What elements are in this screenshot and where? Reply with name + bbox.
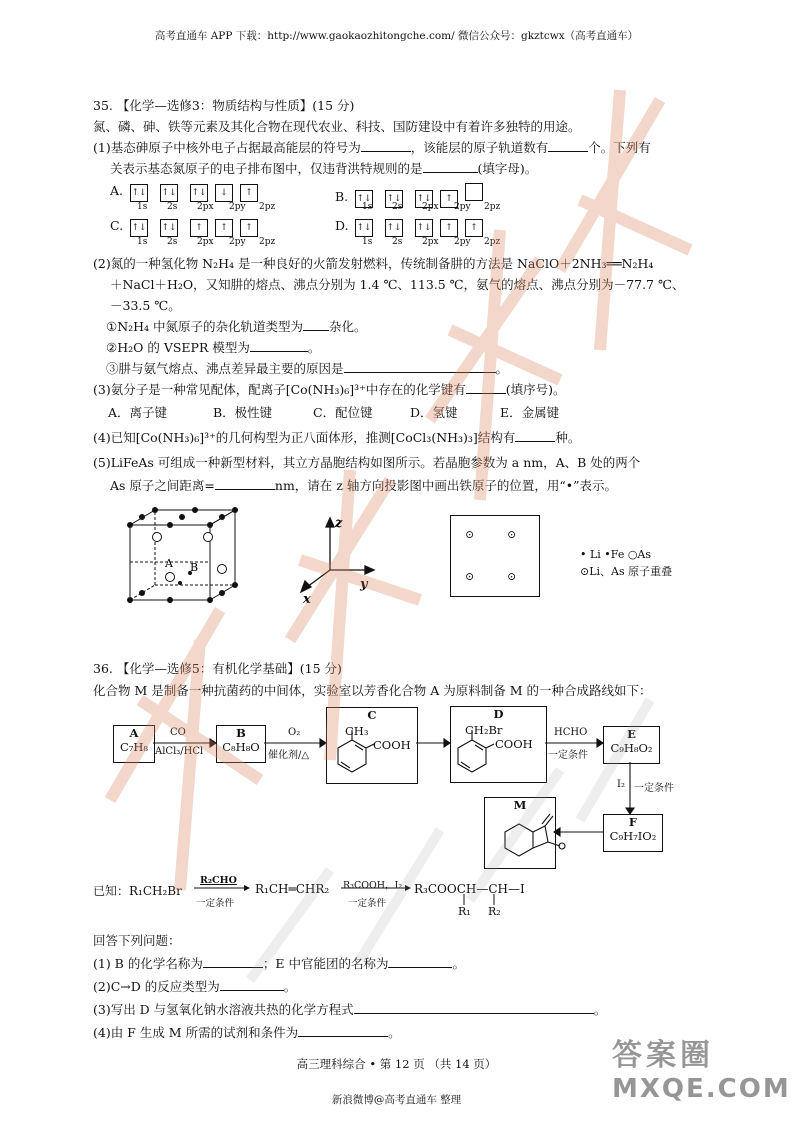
q35-part1-line2: 关表示基态氮原子的电子排布图中，仅违背洪特规则的是 (填字母)。 bbox=[110, 161, 538, 176]
q36-title: 36. 【化学—选修5：有机化学基础】(15 分) bbox=[93, 661, 342, 676]
q36-part2: (2)C→D 的反应类型为 。 bbox=[93, 979, 297, 994]
page-footer: 高三理科综合 • 第 12 页 （共 14 页） bbox=[296, 1057, 497, 1071]
answer-blank[interactable] bbox=[250, 339, 308, 352]
compound-b-box: B C₈H₈O bbox=[216, 725, 266, 763]
option-b: B. ↑↓ ↑↓ ↑↓ ↑ bbox=[335, 183, 484, 208]
q35-part1-line1: (1)基态砷原子中核外电子占据最高能层的符号为 ，该能层的原子轨道数有 个。下列有 bbox=[93, 140, 651, 155]
q35-part2-sub3: ③肼与氨气熔点、沸点差异最主要的原因是 。 bbox=[106, 361, 509, 376]
benzene-ring-m bbox=[505, 824, 533, 856]
q35-part2-sub1: ①N₂H₄ 中氮原子的杂化轨道类型为 杂化。 bbox=[106, 319, 367, 334]
q36-intro: 化合物 M 是制备一种抗菌药的中间体，实验室以芳香化合物 A 为原料制备 M 的一种合成路线如下： bbox=[93, 683, 652, 698]
arrow-ef-condition: 一定条件 bbox=[634, 783, 674, 794]
benzene-ring-c bbox=[338, 740, 366, 772]
answer-blank[interactable] bbox=[515, 429, 555, 442]
answer-blank[interactable] bbox=[466, 381, 506, 394]
footer-credit: 新浪微博@高考直通车 整理 bbox=[331, 1094, 462, 1106]
projection-box[interactable] bbox=[450, 515, 540, 597]
compound-c-box: C CH₃ COOH bbox=[326, 707, 418, 784]
answer-blank[interactable] bbox=[548, 139, 588, 152]
q35-part2-sub2: ②H₂O 的 VSEPR 模型为 。 bbox=[106, 340, 321, 355]
orbital-labels-b: 1s 2s 2px 2py 2pz bbox=[362, 202, 501, 212]
arrow-bc-reagent: O₂ bbox=[288, 727, 301, 738]
known-bonds bbox=[460, 894, 500, 906]
benzene-ring-d bbox=[458, 740, 486, 772]
orbital-labels-a: 1s 2s 2px 2py 2pz bbox=[137, 202, 276, 212]
q35-part2-line1: (2)氮的一种氢化物 N₂H₄ 是一种良好的火箭发射燃料，传统制备肼的方法是 NaClO＋2NH₃══N₂H₄ bbox=[93, 256, 654, 271]
label-b: B bbox=[190, 561, 199, 574]
answer-blank[interactable] bbox=[354, 1001, 594, 1014]
arrow-bc-condition: 催化剂/△ bbox=[268, 750, 310, 761]
known-sub-r2: R₂ bbox=[488, 905, 501, 918]
overlap-marker: ⊙ bbox=[465, 570, 475, 583]
axis-z: z bbox=[335, 516, 343, 531]
known-condition-2: 一定条件 bbox=[348, 898, 387, 909]
legend-overlap: ⊙Li、As 原子重叠 bbox=[580, 565, 673, 578]
known-condition-1: 一定条件 bbox=[196, 898, 235, 909]
answer-blank[interactable] bbox=[215, 477, 275, 490]
arrow-de-condition: 一定条件 bbox=[548, 750, 588, 761]
known-intermediate: R₁CH═CHR₂ bbox=[255, 882, 330, 896]
q35-part2-line2: ＋NaCl＋H₂O，又知肼的熔点、沸点分别为 1.4 ℃、113.5 ℃，氨气的熔点、沸点分别为－77.7 ℃、 bbox=[110, 277, 685, 292]
legend-atoms: • Li •Fe ○As bbox=[580, 548, 652, 561]
answer-blank[interactable] bbox=[203, 955, 263, 968]
compound-a-box: A C₇H₈ bbox=[113, 725, 155, 763]
orbital-labels-d: 1s 2s 2px 2py 2pz bbox=[362, 237, 501, 247]
compound-f-box: F C₉H₇IO₂ bbox=[603, 814, 663, 852]
crystal-cell-diagram bbox=[120, 505, 250, 605]
q35-intro: 氮、磷、砷、铁等元素及其化合物在现代农业、科技、国防建设中有着许多独特的用途。 bbox=[93, 119, 581, 134]
axis-y: y bbox=[360, 577, 368, 592]
option-d: D. ↑↓ ↑↓ ↑↓ ↑ ↑ bbox=[335, 218, 484, 237]
q36-part3: (3)写出 D 与氢氧化钠水溶液共热的化学方程式 。 bbox=[93, 1002, 607, 1017]
overlap-marker: ⊙ bbox=[507, 528, 517, 541]
q36-part4: (4)由 F 生成 M 所需的试剂和条件为 。 bbox=[93, 1025, 401, 1040]
label-a: A bbox=[165, 557, 173, 570]
q35-title: 35. 【化学—选修3：物质结构与性质】(15 分) bbox=[93, 98, 355, 113]
arrow-ab-condition: AlCl₃/HCl bbox=[155, 746, 204, 757]
answer-blank[interactable] bbox=[220, 978, 284, 991]
answer-blank[interactable] bbox=[388, 955, 452, 968]
overlap-marker: ⊙ bbox=[507, 570, 517, 583]
arrow-de-reagent: HCHO bbox=[554, 727, 588, 738]
answer-blank[interactable] bbox=[344, 360, 496, 373]
q35-part4: (4)已知[Co(NH₃)₆]³⁺的几何构型为正八面体形，推测[CoCl₃(NH₃)₃]结构有 种。 bbox=[93, 430, 581, 445]
page-header: 高考直通车 APP 下载：http://www.gaokaozhitongche.com/ 微信公众号：gkztcwx（高考直通车） bbox=[154, 30, 639, 42]
known-sub-r1: R₁ bbox=[458, 905, 471, 918]
compound-d-box: D CH₂Br COOH bbox=[450, 706, 547, 783]
option-c: C. ↑↓ ↑↓ ↑ ↑ ↑ bbox=[110, 218, 259, 237]
answer-blank[interactable] bbox=[303, 318, 329, 331]
answer-blank[interactable] bbox=[298, 1024, 388, 1037]
compound-e-box: E C₉H₈O₂ bbox=[603, 726, 660, 764]
known-reagent-1: R₂CHO bbox=[200, 875, 237, 886]
answer-blank[interactable] bbox=[423, 160, 478, 173]
q35-part5-line2: As 原子之间距离= nm，请在 z 轴方向投影图中画出铁原子的位置，用“•”表示。 bbox=[110, 478, 617, 493]
q35-part5-line1: (5)LiFeAs 可组成一种新型材料，其立方晶胞结构如图所示。若晶胞参数为 a nm，A、B 处的两个 bbox=[93, 455, 641, 470]
known-reagent-2: R₃COOH，I₂ bbox=[343, 880, 403, 891]
q36-answer-prompt: 回答下列问题： bbox=[93, 933, 181, 948]
q35-part3-options: A．离子键 B．极性键 C．配位键 D．氢键 E．金属键 bbox=[108, 405, 560, 420]
q35-part3: (3)氨分子是一种常见配体，配离子[Co(NH₃)₆]³⁺中存在的化学键有 (填序号)。 bbox=[93, 382, 566, 397]
arrow-ef-reagent: I₂ bbox=[617, 779, 625, 790]
answer-blank[interactable] bbox=[361, 139, 411, 152]
q36-part1: (1) B 的化学名称为 ；E 中官能团的名称为 。 bbox=[93, 956, 465, 971]
q35-part2-line3: －33.5 ℃。 bbox=[110, 298, 181, 313]
known-arrow-2 bbox=[341, 883, 416, 893]
arrow-ab-reagent: CO bbox=[170, 727, 186, 738]
overlap-marker: ⊙ bbox=[465, 528, 475, 541]
compound-m-box: M bbox=[484, 797, 556, 869]
known-reactant: 已知：R₁CH₂Br bbox=[93, 884, 182, 898]
option-a: A. ↑↓ ↑↓ ↑↓ ↓ ↑ bbox=[110, 183, 259, 202]
axis-x: x bbox=[303, 592, 311, 605]
site-logo: 答案圈 MXQE.COM bbox=[612, 1038, 791, 1104]
known-product: R₃COOCH—CH—I bbox=[414, 882, 525, 896]
orbital-labels-c: 1s 2s 2px 2py 2pz bbox=[137, 237, 276, 247]
axes-diagram bbox=[295, 515, 385, 605]
known-arrow-1 bbox=[194, 883, 254, 893]
synthesis-route-graphics bbox=[0, 700, 793, 880]
